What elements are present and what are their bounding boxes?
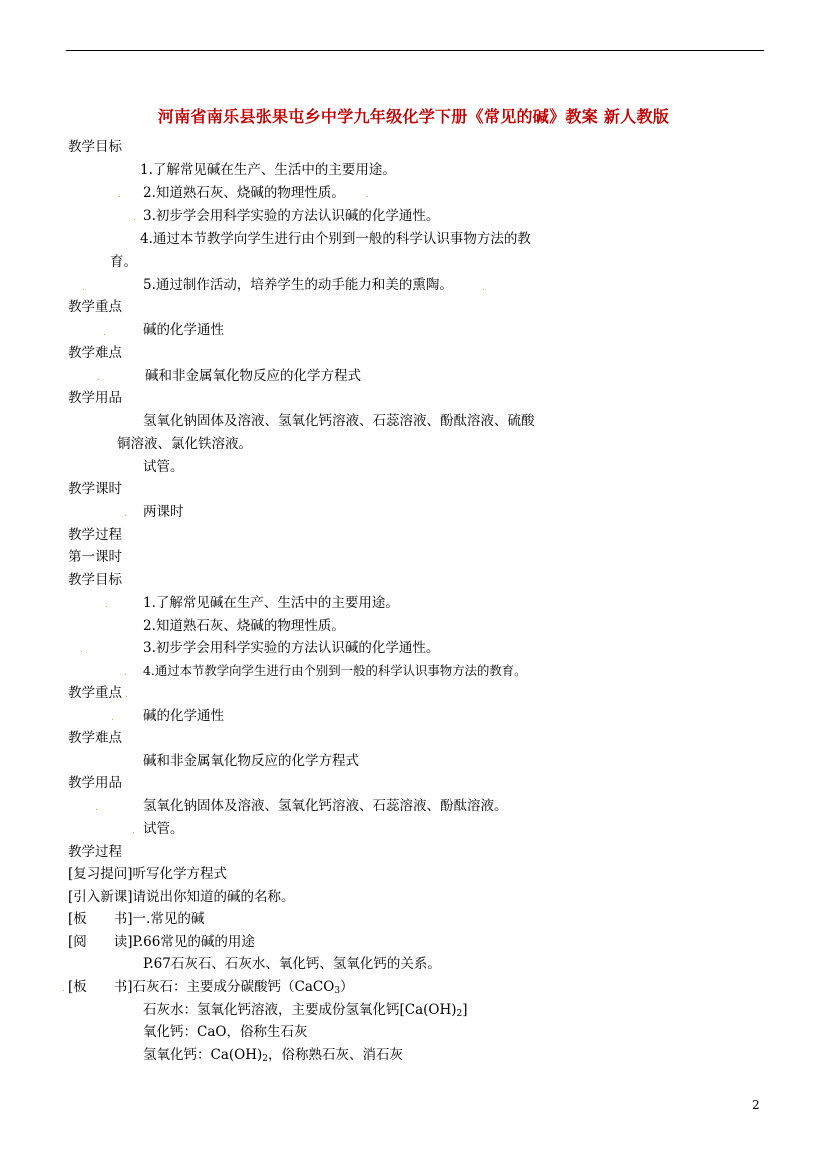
text-line: 3.初步学会用科学实验的方法认识碱的化学通性。 — [143, 640, 440, 656]
text-line: 试管。 — [143, 821, 184, 837]
formula-line — [143, 1002, 468, 1022]
page-number: 2 — [752, 1098, 760, 1112]
artifact-dot: . — [132, 826, 135, 836]
text-line: 碱的化学通性 — [143, 708, 224, 724]
text-line: 育。 — [110, 254, 137, 270]
section-heading: 教学重点 — [68, 299, 122, 315]
section-heading: 教学重点 — [68, 685, 122, 701]
section-heading: 教学过程 — [68, 527, 122, 543]
formula-line — [68, 979, 354, 999]
artifact-dot: . — [118, 190, 121, 200]
artifact-dot: . — [111, 713, 114, 723]
text-line: 碱和非金属氧化物反应的化学方程式 — [145, 368, 361, 384]
formula-text: 氧化钙：CaO，俗称生石灰 — [143, 1024, 308, 1040]
artifact-dot: . — [366, 190, 369, 200]
artifact-dot: . — [82, 283, 85, 293]
text-line: P.67石灰石、石灰水、氧化钙、氢氧化钙的关系。 — [143, 956, 441, 972]
section-heading: 教学难点 — [68, 730, 122, 746]
formula-text: ） — [340, 979, 354, 995]
formula-line — [143, 1024, 307, 1040]
section-heading: 教学目标 — [68, 139, 122, 155]
section-heading: 教学过程 — [68, 844, 122, 860]
text-line: 1.了解常见碱在生产、生活中的主要用途。 — [143, 595, 399, 611]
text-line: 碱和非金属氧化物反应的化学方程式 — [143, 753, 359, 769]
text-line: [复习提问]听写化学方程式 — [68, 866, 228, 882]
artifact-dot: . — [62, 984, 65, 994]
text-line: 4.通过本节教学向学生进行由个别到一般的科学认识事物方法的教育。 — [143, 663, 527, 678]
text-line: [板 书]一.常见的碱 — [68, 911, 205, 927]
text-line: 两课时 — [143, 504, 184, 520]
section-heading: 教学用品 — [68, 390, 122, 406]
text-line: 碱的化学通性 — [143, 322, 224, 338]
artifact-dot: . — [125, 690, 128, 700]
text-line: 铜溶液、氯化铁溶液。 — [117, 436, 252, 452]
section-heading: 教学课时 — [68, 481, 122, 497]
formula-line — [143, 1047, 403, 1067]
formula-subscript: 3 — [334, 986, 341, 996]
artifact-dot: . — [105, 600, 108, 610]
text-line: 1.了解常见碱在生产、生活中的主要用途。 — [140, 162, 396, 178]
formula-subscript: 2 — [262, 1054, 268, 1064]
text-line: [阅 读]P.66常见的碱的用途 — [68, 934, 255, 950]
text-line: 3.初步学会用科学实验的方法认识碱的化学通性。 — [143, 208, 440, 224]
section-heading: 第一课时 — [68, 549, 122, 565]
formula-text: 氢氧化钙：Ca(OH) — [143, 1047, 263, 1063]
artifact-dot: . — [80, 645, 83, 655]
artifact-dot: . — [95, 803, 98, 813]
section-heading: 教学难点 — [68, 345, 122, 361]
document-title: 河南省南乐县张果屯乡中学九年级化学下册《常见的碱》教案 新人教版 — [157, 107, 670, 126]
formula-subscript: 2 — [456, 1009, 463, 1019]
artifact-dot: . — [124, 509, 127, 519]
formula-text: 石灰水：氢氧化钙溶液，主要成份氢氧化钙[Ca(OH) — [143, 1002, 457, 1018]
text-line: 试管。 — [143, 459, 184, 475]
artifact-dot: . — [133, 213, 136, 223]
text-line: 2.知道熟石灰、烧碱的物理性质。 — [143, 185, 345, 201]
section-heading: 教学用品 — [68, 775, 122, 791]
text-line: 氢氧化钠固体及溶液、氢氧化钙溶液、石蕊溶液、酚酞溶液、硫酸 — [143, 413, 535, 429]
text-line: 氢氧化钠固体及溶液、氢氧化钙溶液、石蕊溶液、酚酞溶液。 — [143, 798, 508, 814]
formula-text: ] — [462, 1002, 468, 1018]
formula-text: [板 书]石灰石：主要成分碳酸钙（CaCO — [68, 979, 335, 995]
text-line: 5.通过制作活动，培养学生的动手能力和美的熏陶。 — [143, 277, 453, 293]
text-line: [引入新课]请说出你知道的碱的名称。 — [68, 889, 295, 905]
formula-text: ，俗称熟石灰、消石灰 — [268, 1047, 403, 1063]
section-heading: 教学目标 — [68, 572, 122, 588]
text-line: 2.知道熟石灰、烧碱的物理性质。 — [143, 618, 345, 634]
artifact-dot: . — [103, 328, 106, 338]
artifact-dot: . — [482, 283, 485, 293]
header-rule — [66, 50, 764, 51]
text-line: 4.通过本节教学向学生进行由个别到一般的科学认识事物方法的教 — [140, 231, 531, 247]
artifact-dot: . — [124, 668, 127, 678]
artifact-dot: . — [97, 373, 100, 383]
